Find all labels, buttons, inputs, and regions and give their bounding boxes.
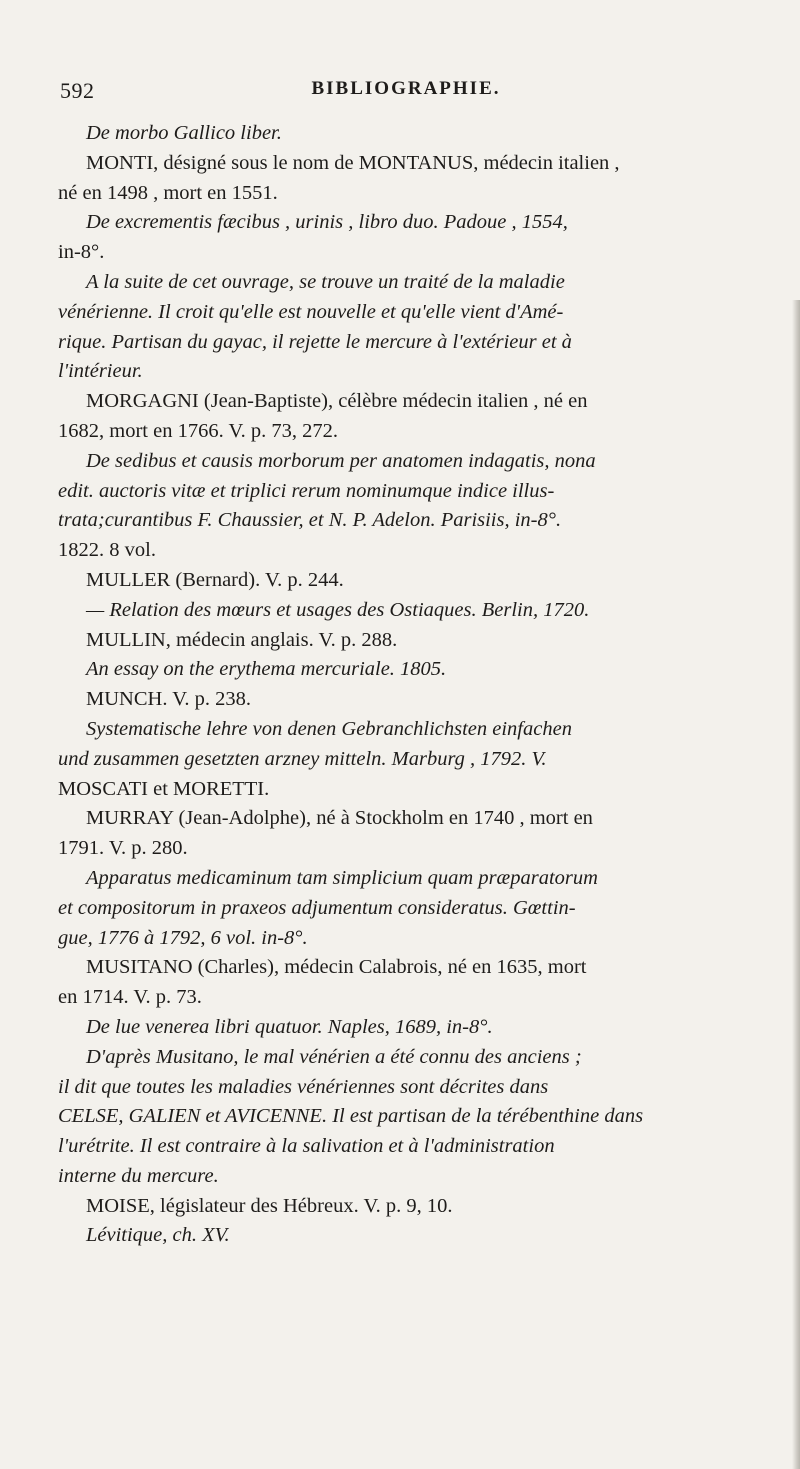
text-line: A la suite de cet ouvrage, se trouve un traité de la maladie [86,270,565,293]
text-line: De excrementis fæcibus , urinis , libro duo. Padoue , 1554, [86,211,568,234]
text-line: edit. auctoris vitæ et triplici rerum nominumque indice illus- [58,479,555,502]
text-line: rique. Partisan du gayac, il rejette le mercure à l'extérieur et à [58,330,572,353]
text-line: Systematische lehre von denen Gebranchlichsten einfachen [86,717,572,740]
text-line: MURRAY (Jean-Adolphe), né à Stockholm en 1740 , mort en [86,807,593,830]
text-line: MOISE, législateur des Hébreux. V. p. 9, 10. [86,1194,453,1217]
text-line: De lue venerea libri quatuor. Naples, 1689, in-8°. [86,1015,493,1038]
text-line: Lévitique, ch. XV. [86,1224,230,1247]
text-line: Apparatus medicaminum tam simplicium quam præparatorum [86,866,598,889]
text-line: MOSCATI et MORETTI. [58,777,270,800]
bibliography-text [58,119,750,1251]
text-line: CELSE, GALIEN et AVICENNE. Il est partisan de la térébenthine dans [58,1105,644,1128]
running-head: BIBLIOGRAPHIE. [311,78,501,99]
text-line: 1791. V. p. 280. [58,837,188,860]
text-line: MULLER (Bernard). V. p. 244. [86,568,344,591]
text-line: D'après Musitano, le mal vénérien a été connu des anciens ; [86,1045,582,1068]
text-line: 1822. 8 vol. [58,539,156,562]
text-line: MULLIN, médecin anglais. V. p. 288. [86,628,398,651]
text-line: MUNCH. V. p. 238. [86,688,251,711]
text-line: De morbo Gallico liber. [86,122,282,144]
text-line: De sedibus et causis morborum per anatomen indagatis, nona [86,449,596,472]
text-line: l'intérieur. [58,360,143,383]
text-line: et compositorum in praxeos adjumentum consideratus. Gœttin- [58,896,576,919]
text-line: MORGAGNI (Jean-Baptiste), célèbre médecin italien , né en [86,390,588,413]
text-line: 1682, mort en 1766. V. p. 73, 272. [58,419,338,442]
text-line: An essay on the erythema mercuriale. 1805. [86,658,447,681]
text-line: in-8°. [58,241,105,264]
page-header [60,78,752,112]
page-edge-shadow [792,300,800,1469]
text-line: vénérienne. Il croit qu'elle est nouvelle et qu'elle vient d'Amé- [58,300,564,323]
text-line: — Relation des mœurs et usages des Ostiaques. Berlin, 1720. [86,598,590,621]
page-number: 592 [60,78,95,103]
text-line: interne du mercure. [58,1164,219,1187]
text-line: MONTI, désigné sous le nom de MONTANUS, médecin italien , [86,151,620,174]
text-line: il dit que toutes les maladies vénériennes sont décrites dans [58,1075,549,1098]
text-line: und zusammen gesetzten arzney mitteln. Marburg , 1792. V. [58,747,547,770]
text-line: MUSITANO (Charles), médecin Calabrois, né en 1635, mort [86,956,587,979]
text-line: trata;curantibus F. Chaussier, et N. P. Adelon. Parisiis, in-8°. [58,509,562,532]
text-line: gue, 1776 à 1792, 6 vol. in-8°. [58,926,308,949]
text-line: né en 1498 , mort en 1551. [58,181,278,204]
text-line: l'urétrite. Il est contraire à la salivation et à l'administration [58,1135,555,1158]
text-line: en 1714. V. p. 73. [58,986,202,1009]
